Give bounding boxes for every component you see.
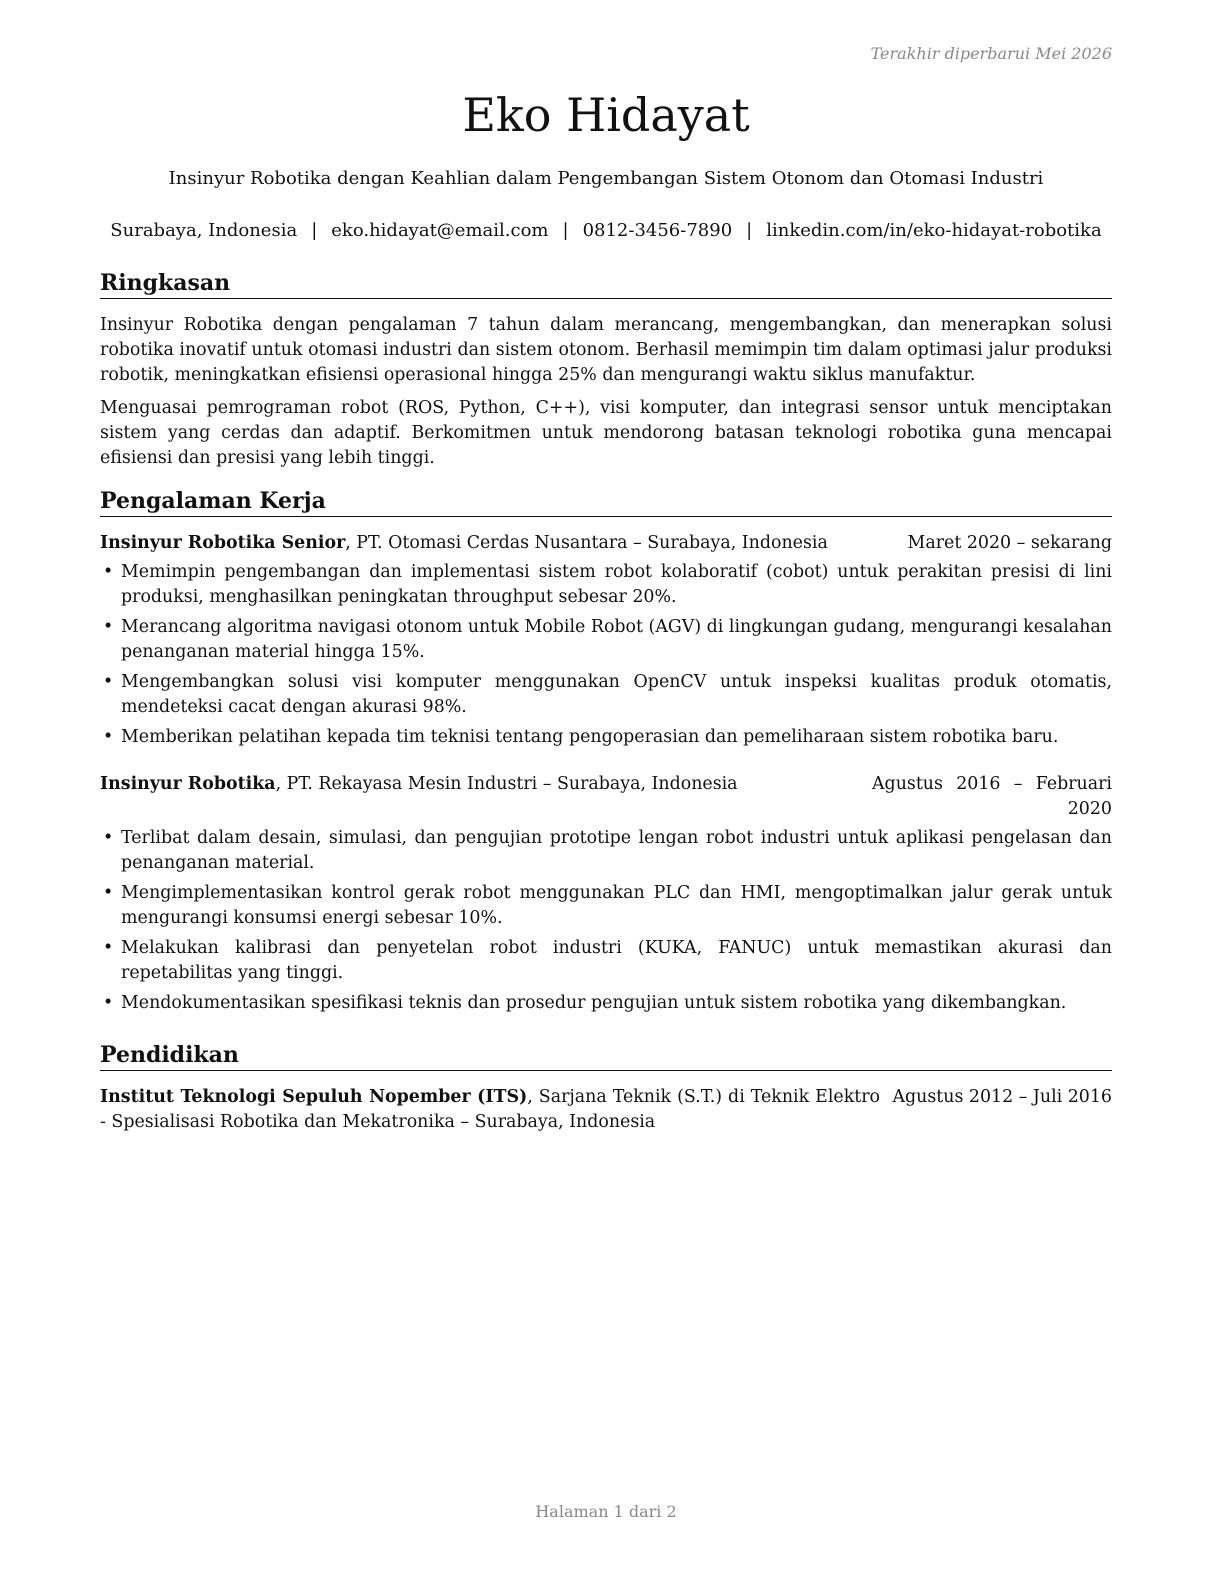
contact-linkedin[interactable]: linkedin.com/in/eko-hidayat-robotika [766, 220, 1102, 241]
education-dates: Agustus 2012 – Juli 2016 [892, 1087, 1112, 1107]
education-section [100, 1042, 1112, 1135]
bullet-icon: • [103, 672, 114, 692]
bullet-item: • Mengembangkan solusi visi komputer menggunakan OpenCV untuk inspeksi kualitas produk otomatis, mendeteksi cacat dengan akurasi 98%. [103, 672, 1112, 717]
bullet-icon: • [103, 993, 114, 1013]
bullet-icon: • [103, 727, 114, 747]
experience-section [100, 488, 1112, 1021]
contact-location: Surabaya, Indonesia [110, 220, 298, 241]
contact-email[interactable]: eko.hidayat@email.com [331, 220, 549, 241]
bullet-item: • Memberikan pelatihan kepada tim teknisi tentang pengoperasian dan pemeliharaan sistem robotika baru. [100, 725, 1112, 750]
candidate-name: Eko Hidayat [462, 88, 750, 142]
job-bullets [100, 560, 1112, 750]
bullet-item: • Terlibat dalam desain, simulasi, dan pengujian prototipe lengan robot industri untuk aplikasi pengelasan dan penanganan material. [103, 828, 1112, 873]
job-company: , PT. Rekayasa Mesin Industri – Surabaya, Indonesia [275, 774, 738, 794]
job-dates: Maret 2020 – sekarang [907, 533, 1112, 553]
job-role: Insinyur Robotika Senior [100, 533, 346, 553]
job-entry [100, 531, 1112, 750]
summary-paragraph: Menguasai pemrograman robot (ROS, Python, C++), visi komputer, dan integrasi sensor untuk menciptakan sistem yang cerdas dan adaptif. Berkomitmen untuk mendorong batasan teknologi robotika guna mencapai efisiensi dan presisi yang lebih tinggi. [100, 398, 1112, 468]
job-company: , PT. Otomasi Cerdas Nusantara – Surabaya, Indonesia [345, 533, 828, 553]
contact-line [100, 220, 1112, 241]
bullet-item: • Mengimplementasikan kontrol gerak robot menggunakan PLC dan HMI, mengoptimalkan jalur gerak untuk mengurangi konsumsi energi sebesar 10%. [103, 883, 1112, 928]
summary-paragraph: Insinyur Robotika dengan pengalaman 7 tahun dalam merancang, mengembangkan, dan menerapkan solusi robotika inovatif untuk otomasi industri dan sistem otonom. Berhasil memimpin tim dalam optimasi jalur produksi robotik, meningkatkan efisiensi operasional hingga 25% dan mengurangi waktu siklus manufaktur. [100, 315, 1112, 385]
bullet-icon: • [103, 883, 114, 903]
bullet-item: • Memimpin pengembangan dan implementasi sistem robot kolaboratif (cobot) untuk perakitan presisi di lini produksi, menghasilkan peningkatan throughput sebesar 20%. [103, 562, 1112, 607]
education-entry [100, 1085, 1112, 1135]
job-bullets [100, 826, 1112, 1016]
contact-separator: | [311, 220, 318, 241]
job-role: Insinyur Robotika [100, 774, 276, 794]
resume-page [100, 0, 1112, 1584]
section-title-education: Pendidikan [100, 1042, 1112, 1071]
summary-section [100, 270, 1112, 471]
bullet-icon: • [103, 828, 114, 848]
bullet-item: • Melakukan kalibrasi dan penyetelan robot industri (KUKA, FANUC) untuk memastikan akurasi dan repetabilitas yang tinggi. [103, 938, 1112, 983]
job-dates: Agustus 2016 – Februari 2020 [872, 774, 1112, 819]
job-entry [100, 772, 1112, 1016]
contact-separator: | [746, 220, 753, 241]
education-institution: Institut Teknologi Sepuluh Nopember (ITS) [100, 1087, 528, 1107]
tagline: Insinyur Robotika dengan Keahlian dalam Pengembangan Sistem Otonom dan Otomasi Industri [168, 168, 1044, 189]
bullet-item: • Mendokumentasikan spesifikasi teknis dan prosedur pengujian untuk sistem robotika yang dikembangkan. [100, 991, 1112, 1016]
page-number: Halaman 1 dari 2 [535, 1502, 677, 1521]
bullet-icon: • [103, 562, 114, 582]
contact-phone: 0812-3456-7890 [582, 220, 733, 241]
contact-separator: | [562, 220, 569, 241]
bullet-icon: • [103, 617, 114, 637]
bullet-icon: • [103, 938, 114, 958]
job-header [100, 772, 1112, 822]
last-updated-note: Terakhir diperbarui Mei 2026 [870, 44, 1112, 63]
job-header [100, 531, 1112, 556]
education-details: , Sarjana Teknik (S.T.) di Teknik Elektro - Spesialisasi Robotika dan Mekatronika – Surabaya, Indonesia [100, 1087, 880, 1132]
section-title-experience: Pengalaman Kerja [100, 488, 1112, 517]
bullet-item: • Merancang algoritma navigasi otonom untuk Mobile Robot (AGV) di lingkungan gudang, mengurangi kesalahan penanganan material hingga 15%. [103, 617, 1112, 662]
section-title-summary: Ringkasan [100, 270, 1112, 299]
